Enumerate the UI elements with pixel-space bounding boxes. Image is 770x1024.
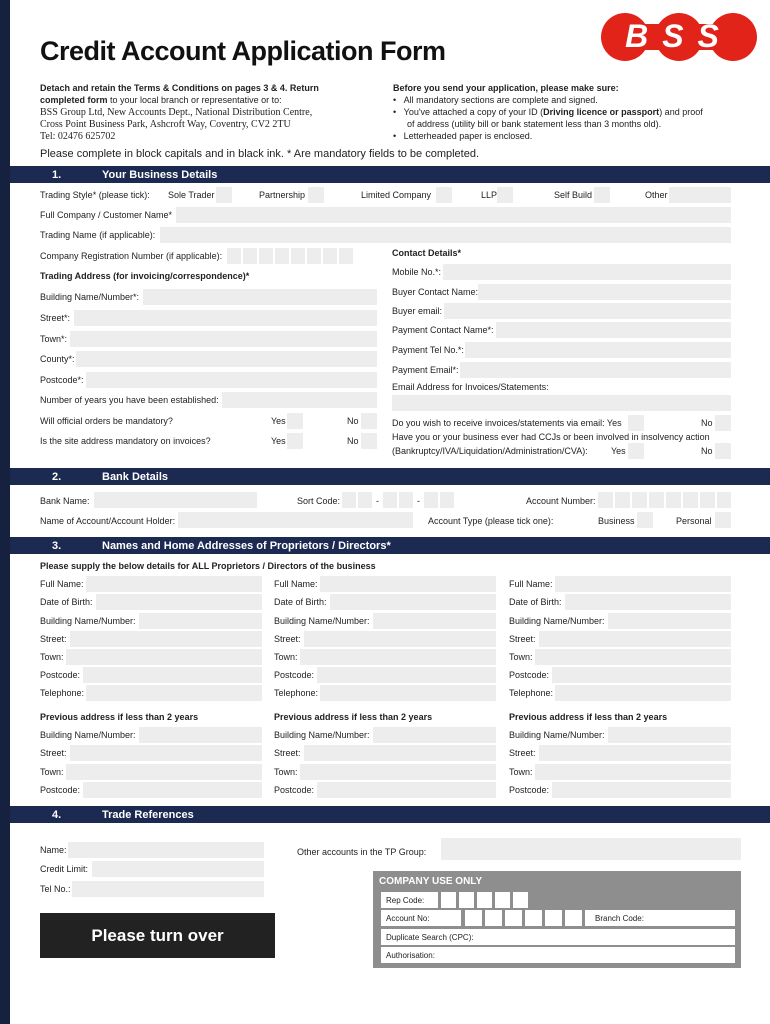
bullet-2-pre: You've attached a copy of your ID ( [403, 107, 544, 117]
director-3-town-field[interactable] [535, 649, 731, 665]
sort-code-label: Sort Code: [297, 496, 341, 506]
director-1-dob-label: Date of Birth: [40, 597, 93, 607]
reference-tel-label: Tel No.: [40, 884, 71, 894]
director-2-prev-town-field[interactable] [300, 764, 496, 780]
site-mandatory-label: Is the site address mandatory on invoices? [40, 436, 211, 446]
other-accounts-label: Other accounts in the TP Group: [297, 847, 427, 857]
other-field[interactable] [669, 187, 731, 203]
reference-name-label: Name: [40, 845, 67, 855]
bullet-3: • Letterheaded paper is enclosed. [393, 131, 533, 141]
director-1-full-name-label: Full Name: [40, 579, 84, 589]
director-1-previous-heading: Previous address if less than 2 years [40, 712, 199, 722]
director-1-prev-building-field[interactable] [139, 727, 262, 743]
buyer-email-field[interactable] [444, 303, 731, 319]
director-3-prev-building-field[interactable] [608, 727, 731, 743]
director-2-town-label: Town: [274, 652, 298, 662]
company-reg-box-6[interactable] [307, 248, 321, 264]
account-no-label: Account No: [386, 914, 430, 923]
site-no-label: No [347, 436, 359, 446]
orders-no-label: No [347, 416, 359, 426]
orders-yes-checkbox[interactable] [287, 413, 303, 429]
personal-checkbox[interactable] [715, 512, 731, 528]
account-no-box-5[interactable] [545, 910, 562, 926]
director-2-telephone-label: Telephone: [274, 688, 319, 698]
bss-logo [600, 12, 758, 62]
director-3-town-label: Town: [509, 652, 533, 662]
director-2-telephone-field[interactable] [320, 685, 496, 701]
director-2-prev-street-field[interactable] [304, 745, 496, 761]
sole-trader-checkbox[interactable] [216, 187, 232, 203]
credit-limit-field[interactable] [92, 861, 264, 877]
business-label: Business [598, 516, 635, 526]
duplicate-search-field[interactable] [381, 929, 735, 945]
director-2-full-name-field[interactable] [320, 576, 496, 592]
section-1-title: Your Business Details [102, 169, 218, 181]
director-3-prev-street-field[interactable] [539, 745, 731, 761]
limited-company-checkbox[interactable] [436, 187, 452, 203]
payment-tel-label: Payment Tel No.*: [392, 345, 464, 355]
section-3-title: Names and Home Addresses of Proprietors / Directors* [102, 540, 391, 552]
sort-code-box-3[interactable] [383, 492, 397, 508]
account-type-label: Account Type (please tick one): [428, 516, 554, 526]
receive-no-checkbox[interactable] [715, 415, 731, 431]
account-no-box-2[interactable] [485, 910, 502, 926]
director-1-prev-building-label: Building Name/Number: [40, 730, 136, 740]
site-yes-label: Yes [271, 436, 286, 446]
director-3-prev-street-label: Street: [509, 748, 536, 758]
director-1-building-field[interactable] [139, 613, 262, 629]
director-3-telephone-field[interactable] [555, 685, 731, 701]
director-2-full-name-label: Full Name: [274, 579, 318, 589]
other-accounts-field[interactable] [441, 838, 741, 860]
director-3-prev-town-label: Town: [509, 767, 533, 777]
rep-code-label: Rep Code: [386, 896, 425, 905]
director-1-postcode-label: Postcode: [40, 670, 81, 680]
invoice-email-field[interactable] [392, 395, 731, 411]
postcode-label: Postcode*: [40, 375, 84, 385]
section-2-number: 2. [52, 471, 62, 483]
sole-trader-label: Sole Trader [168, 190, 215, 200]
receive-no-label: No [701, 418, 713, 428]
account-number-box-3[interactable] [632, 492, 647, 508]
account-no-box-4[interactable] [525, 910, 542, 926]
address-line-3: Tel: 02476 625702 [40, 131, 116, 142]
left-edge-bar [0, 0, 10, 1024]
reference-name-field[interactable] [68, 842, 264, 858]
director-1-prev-street-label: Street: [40, 748, 67, 758]
account-holder-label: Name of Account/Account Holder: [40, 516, 176, 526]
authorisation-label: Authorisation: [386, 951, 435, 960]
company-use-heading: COMPANY USE ONLY [379, 876, 483, 887]
street-label: Street*: [40, 313, 71, 323]
director-2-building-field[interactable] [373, 613, 496, 629]
sort-code-box-5[interactable] [424, 492, 438, 508]
sort-code-box-6[interactable] [440, 492, 454, 508]
authorisation-field[interactable] [381, 947, 735, 963]
section-3-intro: Please supply the below details for ALL Proprietors / Directors of the business [40, 561, 376, 571]
limited-company-label: Limited Company [361, 190, 432, 200]
payment-contact-field[interactable] [496, 322, 731, 338]
rep-code-field [381, 892, 438, 908]
rep-code-box-2[interactable] [459, 892, 474, 908]
site-no-checkbox[interactable] [361, 433, 377, 449]
bullet-2-bold: Driving licence or passport [543, 107, 660, 117]
other-label: Other [645, 190, 668, 200]
director-1-street-field[interactable] [70, 631, 262, 647]
llp-label: LLP [481, 190, 498, 200]
county-field[interactable] [76, 351, 377, 367]
trading-address-heading: Trading Address (for invoicing/correspondence)* [40, 271, 250, 281]
full-company-field[interactable] [176, 207, 731, 223]
buyer-email-label: Buyer email: [392, 306, 443, 316]
section-4-header [10, 806, 770, 823]
logo-text: BSS [625, 18, 733, 54]
account-no-box-6[interactable] [565, 910, 582, 926]
ccj-no-label: No [701, 446, 713, 456]
account-no-field [381, 910, 461, 926]
director-3-dob-label: Date of Birth: [509, 597, 562, 607]
buyer-contact-field[interactable] [478, 284, 731, 300]
branch-code-label: Branch Code: [595, 914, 644, 923]
company-use-panel [373, 871, 741, 968]
payment-contact-label: Payment Contact Name*: [392, 325, 494, 335]
director-2-previous-heading: Previous address if less than 2 years [274, 712, 433, 722]
director-3-dob-field[interactable] [565, 594, 731, 610]
director-1-prev-town-label: Town: [40, 767, 64, 777]
director-2-building-label: Building Name/Number: [274, 616, 370, 626]
director-3-postcode-field[interactable] [552, 667, 731, 683]
director-1-town-field[interactable] [66, 649, 262, 665]
sort-code-box-4[interactable] [399, 492, 413, 508]
director-3-full-name-label: Full Name: [509, 579, 553, 589]
turn-over-text: Please turn over [91, 926, 224, 945]
director-3-postcode-label: Postcode: [509, 670, 550, 680]
section-1-number: 1. [52, 169, 62, 181]
director-2-dob-field[interactable] [330, 594, 496, 610]
receive-yes-checkbox[interactable] [628, 415, 644, 431]
self-build-checkbox[interactable] [594, 187, 610, 203]
mobile-label: Mobile No.*: [392, 267, 442, 277]
director-2-dob-label: Date of Birth: [274, 597, 327, 607]
director-2-prev-building-field[interactable] [373, 727, 496, 743]
partnership-checkbox[interactable] [308, 187, 324, 203]
receive-invoices-label: Do you wish to receive invoices/statements via email: Yes [392, 418, 622, 428]
director-2-town-field[interactable] [300, 649, 496, 665]
director-3-street-label: Street: [509, 634, 536, 644]
partnership-label: Partnership [259, 190, 306, 200]
postcode-field[interactable] [86, 372, 377, 388]
director-3-building-field[interactable] [608, 613, 731, 629]
director-3-telephone-label: Telephone: [509, 688, 554, 698]
company-reg-box-2[interactable] [243, 248, 257, 264]
rep-code-box-5[interactable] [513, 892, 528, 908]
director-1-prev-town-field[interactable] [66, 764, 262, 780]
payment-tel-field[interactable] [465, 342, 731, 358]
self-build-label: Self Build [554, 190, 593, 200]
director-1-prev-postcode-field[interactable] [83, 782, 262, 798]
business-checkbox[interactable] [637, 512, 653, 528]
sort-code-box-1[interactable] [342, 492, 356, 508]
account-number-box-1[interactable] [598, 492, 613, 508]
sort-code-box-2[interactable] [358, 492, 372, 508]
director-2-prev-building-label: Building Name/Number: [274, 730, 370, 740]
town-label: Town*: [40, 334, 68, 344]
company-reg-label: Company Registration Number (if applicable): [40, 251, 223, 261]
sort-code-dash-1: - [376, 496, 379, 506]
director-1-town-label: Town: [40, 652, 64, 662]
ccj-yes-checkbox[interactable] [628, 443, 644, 459]
director-2-street-label: Street: [274, 634, 301, 644]
account-number-label: Account Number: [526, 496, 596, 506]
sort-code-dash-2: - [417, 496, 420, 506]
company-reg-box-7[interactable] [323, 248, 337, 264]
rep-code-box-1[interactable] [441, 892, 456, 908]
director-1-postcode-field[interactable] [83, 667, 262, 683]
director-3-prev-postcode-label: Postcode: [509, 785, 550, 795]
full-company-label: Full Company / Customer Name* [40, 210, 173, 220]
company-reg-box-4[interactable] [275, 248, 289, 264]
section-4-number: 4. [52, 809, 62, 821]
company-reg-box-5[interactable] [291, 248, 305, 264]
duplicate-search-label: Duplicate Search (CPC): [386, 933, 474, 942]
years-label: Number of years you have been established: [40, 395, 219, 405]
branch-code-field[interactable] [589, 910, 735, 926]
building-field[interactable] [143, 289, 377, 305]
director-1-prev-postcode-label: Postcode: [40, 785, 81, 795]
bullet-3-text: Letterheaded paper is enclosed. [403, 131, 533, 141]
director-2-prev-postcode-label: Postcode: [274, 785, 315, 795]
turn-over-banner [40, 913, 275, 958]
director-2-prev-postcode-field[interactable] [317, 782, 496, 798]
bullet-2-line2: of address (utility bill or bank statement less than 3 months old). [407, 119, 662, 129]
trading-style-label: Trading Style* (please tick): [40, 190, 150, 200]
director-1-dob-field[interactable] [96, 594, 262, 610]
section-3-number: 3. [52, 540, 62, 552]
mobile-field[interactable] [443, 264, 731, 280]
account-number-box-6[interactable] [683, 492, 698, 508]
detach-text: Detach and retain the Terms & Conditions on pages 3 & 4. Return [40, 83, 319, 93]
rep-code-box-3[interactable] [477, 892, 492, 908]
company-reg-box-1[interactable] [227, 248, 241, 264]
company-reg-box-8[interactable] [339, 248, 353, 264]
bullet-1-text: All mandatory sections are complete and signed. [403, 95, 598, 105]
director-3-prev-postcode-field[interactable] [552, 782, 731, 798]
director-1-prev-street-field[interactable] [70, 745, 262, 761]
account-number-box-5[interactable] [666, 492, 681, 508]
instruction-text: Please complete in block capitals and in black ink. * Are mandatory fields to be completed. [40, 148, 480, 160]
director-2-postcode-label: Postcode: [274, 670, 315, 680]
director-3-prev-town-field[interactable] [535, 764, 731, 780]
bank-name-field[interactable] [94, 492, 257, 508]
orders-yes-label: Yes [271, 416, 286, 426]
ccj-yes-label: Yes [611, 446, 626, 456]
director-1-building-label: Building Name/Number: [40, 616, 136, 626]
address-line-2: Cross Point Business Park, Ashcroft Way, Coventry, CV2 2TU [40, 119, 291, 130]
bank-name-label: Bank Name: [40, 496, 90, 506]
director-1-street-label: Street: [40, 634, 67, 644]
trading-name-field[interactable] [160, 227, 731, 243]
detach-bold: completed form [40, 95, 108, 105]
account-number-box-7[interactable] [700, 492, 715, 508]
ccj-no-checkbox[interactable] [715, 443, 731, 459]
detach-text-2 [40, 96, 282, 105]
building-label: Building Name/Number*: [40, 292, 140, 302]
account-holder-field[interactable] [178, 512, 413, 528]
director-3-street-field[interactable] [539, 631, 731, 647]
before-heading: Before you send your application, please make sure: [393, 83, 619, 93]
rep-code-box-4[interactable] [495, 892, 510, 908]
ccj-label-1: Have you or your business ever had CCJs or been involved in insolvency action [392, 432, 710, 442]
trading-name-label: Trading Name (if applicable): [40, 230, 156, 240]
county-label: County*: [40, 354, 75, 364]
account-no-box-1[interactable] [465, 910, 482, 926]
invoice-email-label: Email Address for Invoices/Statements: [392, 382, 549, 392]
director-3-prev-building-label: Building Name/Number: [509, 730, 605, 740]
bullet-1: • All mandatory sections are complete and signed. [393, 95, 598, 105]
director-3-building-label: Building Name/Number: [509, 616, 605, 626]
section-3-header [10, 537, 770, 554]
town-field[interactable] [70, 331, 377, 347]
detach-rest: to your local branch or representative or to: [107, 95, 282, 105]
reference-tel-field[interactable] [72, 881, 264, 897]
address-line-1: BSS Group Ltd, New Accounts Dept., National Distribution Centre, [40, 107, 313, 118]
director-2-prev-street-label: Street: [274, 748, 301, 758]
director-3-full-name-field[interactable] [555, 576, 731, 592]
ccj-label-2: (Bankruptcy/IVA/Liquidation/Administration/CVA): [392, 446, 588, 456]
payment-email-field[interactable] [460, 362, 731, 378]
credit-limit-label: Credit Limit: [40, 864, 89, 874]
account-number-box-2[interactable] [615, 492, 630, 508]
bullet-2: • You've attached a copy of your ID (Driving licence or passport) and proof [393, 107, 703, 117]
company-reg-box-3[interactable] [259, 248, 273, 264]
account-no-box-3[interactable] [505, 910, 522, 926]
orders-no-checkbox[interactable] [361, 413, 377, 429]
page-title: Credit Account Application Form [40, 36, 446, 66]
director-2-street-field[interactable] [304, 631, 496, 647]
section-2-header [10, 468, 770, 485]
payment-email-label: Payment Email*: [392, 365, 459, 375]
director-1-telephone-field[interactable] [86, 685, 262, 701]
personal-label: Personal [676, 516, 712, 526]
account-number-box-8[interactable] [717, 492, 731, 508]
director-1-full-name-field[interactable] [86, 576, 262, 592]
buyer-contact-label: Buyer Contact Name: [392, 287, 479, 297]
director-2-postcode-field[interactable] [317, 667, 496, 683]
years-field[interactable] [222, 392, 377, 408]
section-1-header [10, 166, 770, 183]
bullet-2-post: ) and proof [659, 107, 703, 117]
director-1-telephone-label: Telephone: [40, 688, 85, 698]
director-2-prev-town-label: Town: [274, 767, 298, 777]
llp-checkbox[interactable] [497, 187, 513, 203]
street-field[interactable] [74, 310, 377, 326]
site-yes-checkbox[interactable] [287, 433, 303, 449]
section-4-title: Trade References [102, 809, 194, 821]
orders-mandatory-label: Will official orders be mandatory? [40, 416, 173, 426]
contact-details-heading: Contact Details* [392, 248, 462, 258]
director-3-previous-heading: Previous address if less than 2 years [509, 712, 668, 722]
section-2-title: Bank Details [102, 471, 169, 483]
account-number-box-4[interactable] [649, 492, 664, 508]
